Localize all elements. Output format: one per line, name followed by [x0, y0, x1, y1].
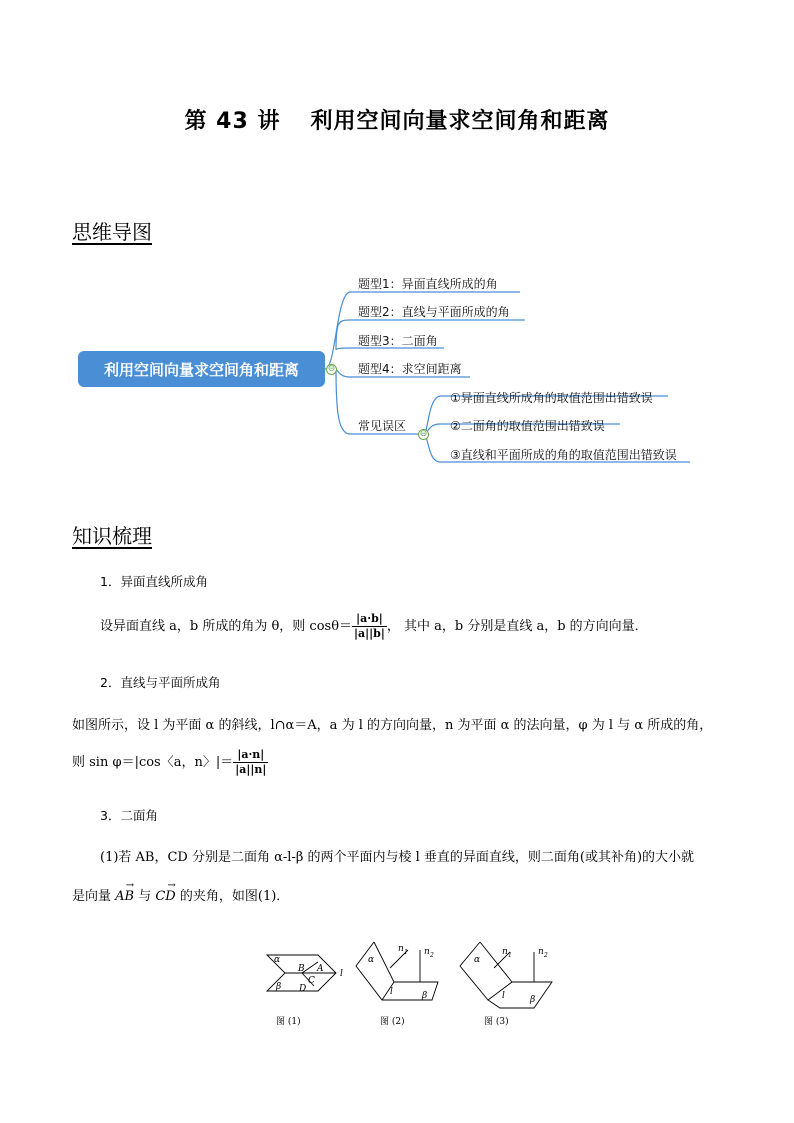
- mindmap-branch-4[interactable]: 题型4：求空间距离: [358, 362, 462, 376]
- mindmap-root[interactable]: [78, 351, 325, 387]
- figure-1-labels: [274, 955, 343, 994]
- figure-1-caption: 图 (1): [276, 1017, 301, 1027]
- collapse-toggle-root[interactable]: ⊖: [327, 364, 336, 374]
- mindmap-branch-3[interactable]: 题型3：二面角: [358, 334, 438, 348]
- subheading-dihedral: 3．二面角: [100, 808, 158, 823]
- fraction-numerator: |a·b|: [352, 612, 387, 627]
- formula-skew-lines: [100, 612, 648, 641]
- fraction-line-plane: [233, 748, 268, 777]
- mindmap-branch-2[interactable]: 题型2：直线与平面所成的角: [358, 305, 510, 319]
- mindmap-root-label: 利用空间向量求空间角和距离: [103, 360, 299, 379]
- section-heading-knowledge: 知识梳理: [72, 524, 152, 548]
- fig2-label-n1: n: [398, 944, 404, 954]
- page-title: [0, 104, 794, 135]
- paragraph-line-plane: 如图所示，设 l 为平面 α 的斜线，l∩α＝A，a 为 l 的方向向量，n 为平面 α 的法向量，φ 为 l 与 α 所成的角，: [72, 718, 713, 733]
- fraction-denominator: |a||b|: [354, 627, 385, 640]
- fig3-label-l: l: [502, 991, 505, 1001]
- fig1-label-d: D: [299, 984, 307, 994]
- mindmap-pitfall-3[interactable]: ③直线和平面所成的角的取值范围出错致误: [450, 448, 677, 462]
- fig1-label-a: A: [317, 964, 324, 974]
- text-segment: 是向量: [72, 889, 116, 904]
- lecture-number: 第 43 讲: [184, 109, 281, 134]
- formula-text-pre: 则 sin φ＝|cos〈a，n〉|＝: [72, 755, 234, 770]
- fig3-label-n1: n: [502, 947, 508, 957]
- collapse-toggle-pitfalls[interactable]: ⊖: [419, 429, 428, 439]
- formula-text-post: ， 其中 a，b 分别是直线 a，b 的方向向量．: [386, 619, 648, 634]
- section-heading-mindmap: 思维导图: [72, 220, 152, 244]
- paragraph-dihedral-2: [72, 887, 289, 907]
- figure-2-caption: 图 (2): [380, 1017, 405, 1027]
- fig2-label-n2: n: [424, 947, 430, 957]
- fig2-label-n1-sub: 1: [404, 949, 408, 956]
- fig2-label-l: l: [390, 987, 393, 997]
- paragraph-dihedral-1: (1)若 AB，CD 分别是二面角 α-l-β 的两个平面内与棱 l 垂直的异面直线，则二面角(或其补角)的大小就: [100, 850, 695, 865]
- fig3-label-n2-sub: 2: [544, 952, 548, 959]
- text-segment: 与: [134, 889, 156, 904]
- lecture-topic: 利用空间向量求空间角和距离: [310, 109, 610, 134]
- fig2-label-beta: β: [422, 991, 428, 1001]
- fraction-skew: [352, 612, 387, 641]
- fig1-label-beta: β: [276, 982, 282, 992]
- fig1-label-c: C: [308, 976, 315, 986]
- fig3-label-n1-sub: 1: [508, 952, 512, 959]
- text-segment: 的夹角，如图(1)．: [175, 889, 290, 904]
- formula-line-plane: [72, 748, 268, 777]
- vector-ab: → AB: [115, 887, 134, 907]
- fig1-label-alpha: α: [274, 955, 281, 965]
- fig3-label-alpha: α: [474, 955, 481, 965]
- fig3-label-n2: n: [538, 947, 544, 957]
- subheading-skew-lines: 1．异面直线所成角: [100, 574, 208, 589]
- mindmap-pitfall-1[interactable]: ①异面直线所成角的取值范围出错致误: [450, 391, 653, 405]
- mindmap-branch-pitfalls[interactable]: 常见误区: [358, 419, 407, 433]
- fig2-label-alpha: α: [368, 955, 375, 965]
- mindmap-pitfall-2[interactable]: ②二面角的取值范围出错致误: [450, 419, 605, 433]
- fraction-denominator: |a||n|: [235, 763, 267, 776]
- mindmap-branch-1[interactable]: 题型1：异面直线所成的角: [358, 277, 498, 291]
- figure-2-labels: [368, 944, 434, 1001]
- fig1-label-l: l: [340, 969, 343, 979]
- subheading-line-plane: 2．直线与平面所成角: [100, 675, 221, 690]
- vector-cd: → CD: [155, 887, 175, 907]
- dihedral-figures: [262, 940, 562, 1030]
- fig1-label-b: B: [298, 964, 305, 974]
- fraction-numerator: |a·n|: [233, 748, 268, 763]
- figure-3-caption: 图 (3): [484, 1017, 509, 1027]
- fig2-label-n2-sub: 2: [430, 952, 434, 959]
- formula-text-pre: 设异面直线 a，b 所成的角为 θ，则 cosθ＝: [100, 619, 353, 634]
- fig3-label-beta: β: [530, 995, 536, 1005]
